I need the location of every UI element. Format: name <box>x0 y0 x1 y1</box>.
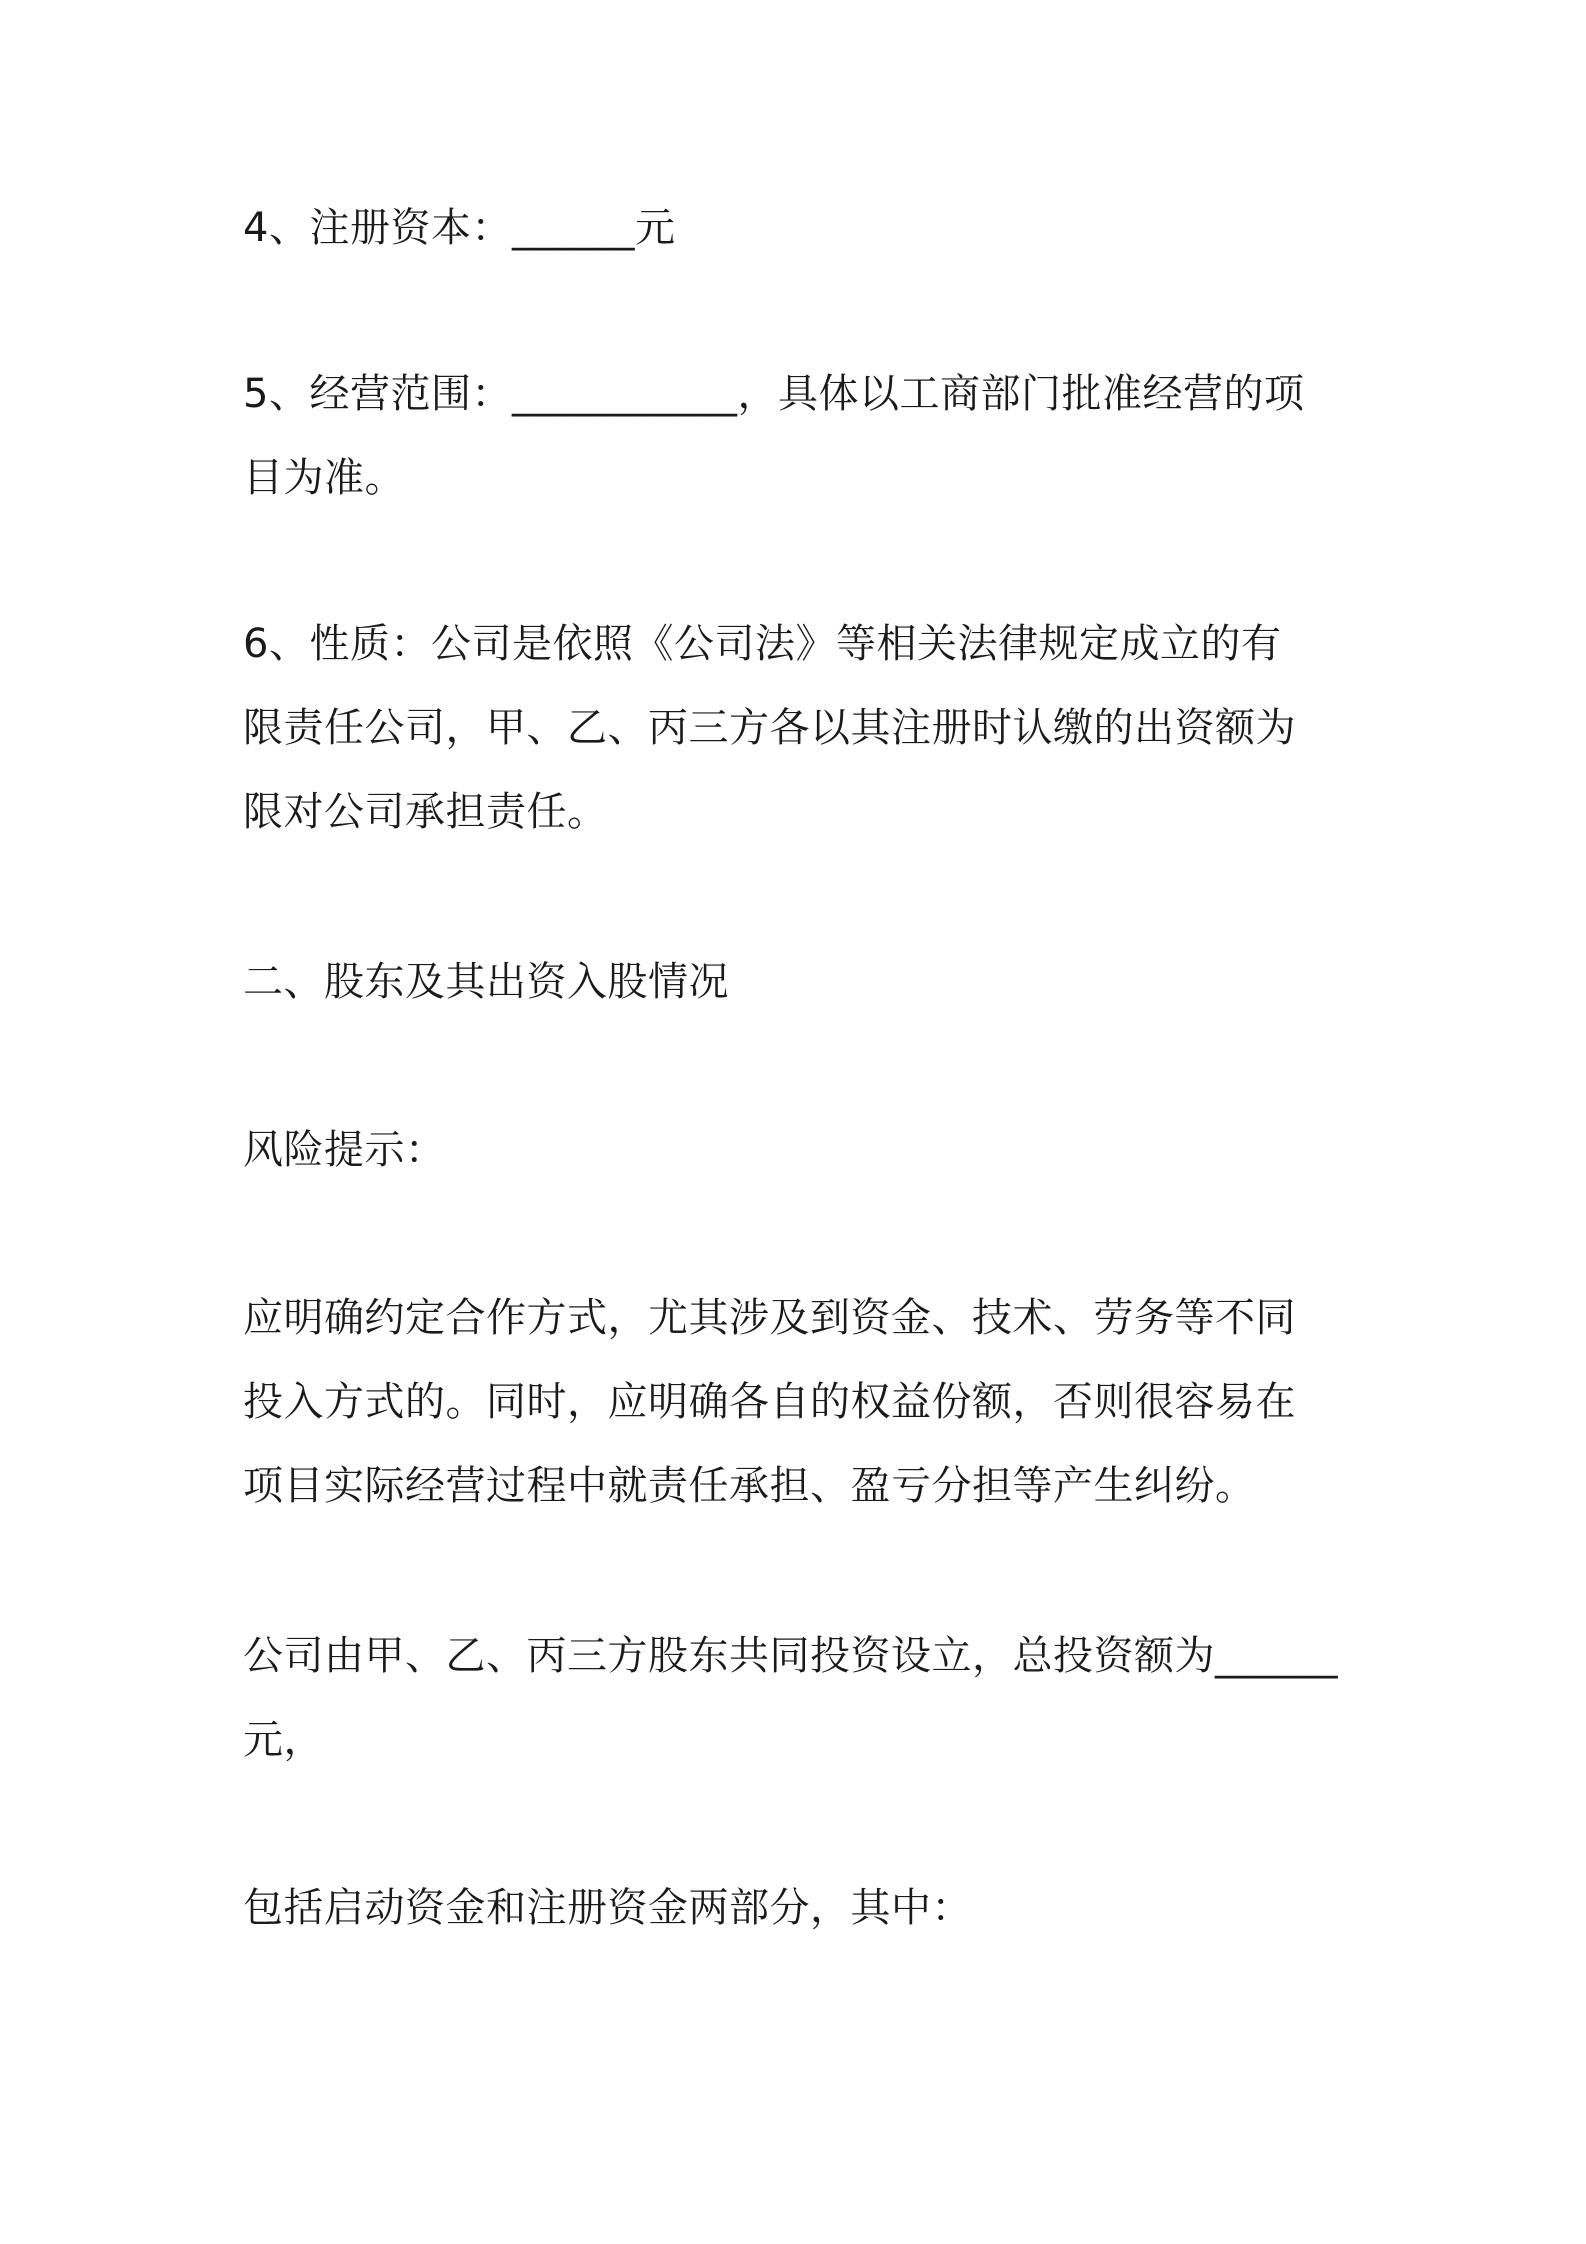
text-line: 项目实际经营过程中就责任承担、盈亏分担等产生纠纷。 <box>243 1463 1256 1509</box>
text-line: 4、注册资本：______元 <box>243 205 676 251</box>
text-line: 限责任公司，甲、乙、丙三方各以其注册时认缴的出资额为 <box>243 705 1296 751</box>
text-line: 限对公司承担责任。 <box>243 789 608 835</box>
text-line: 风险提示： <box>243 1127 446 1173</box>
text-line: 投入方式的。同时，应明确各自的权益份额，否则很容易在 <box>243 1379 1296 1425</box>
text-line: 目为准。 <box>243 455 405 501</box>
clause-total-investment <box>243 1614 1353 1782</box>
clause-company-nature <box>243 602 1353 854</box>
clause-registered-capital <box>243 186 1353 270</box>
text-line: 包括启动资金和注册资金两部分，其中： <box>243 1885 972 1931</box>
clause-funding-composition <box>243 1866 1353 1950</box>
section-heading-shareholders <box>243 940 1353 1024</box>
text-line: 公司由甲、乙、丙三方股东共同投资设立，总投资额为______ <box>243 1633 1338 1679</box>
text-line: 元， <box>243 1717 324 1763</box>
risk-warning-label <box>243 1108 1353 1192</box>
text-line: 二、股东及其出资入股情况 <box>243 959 729 1005</box>
text-line: 6、性质：公司是依照《公司法》等相关法律规定成立的有 <box>243 621 1282 667</box>
clause-business-scope <box>243 352 1353 520</box>
text-line: 应明确约定合作方式，尤其涉及到资金、技术、劳务等不同 <box>243 1295 1296 1341</box>
risk-warning-text <box>243 1276 1353 1528</box>
text-line: 5、经营范围：___________，具体以工商部门批准经营的项 <box>243 371 1305 417</box>
